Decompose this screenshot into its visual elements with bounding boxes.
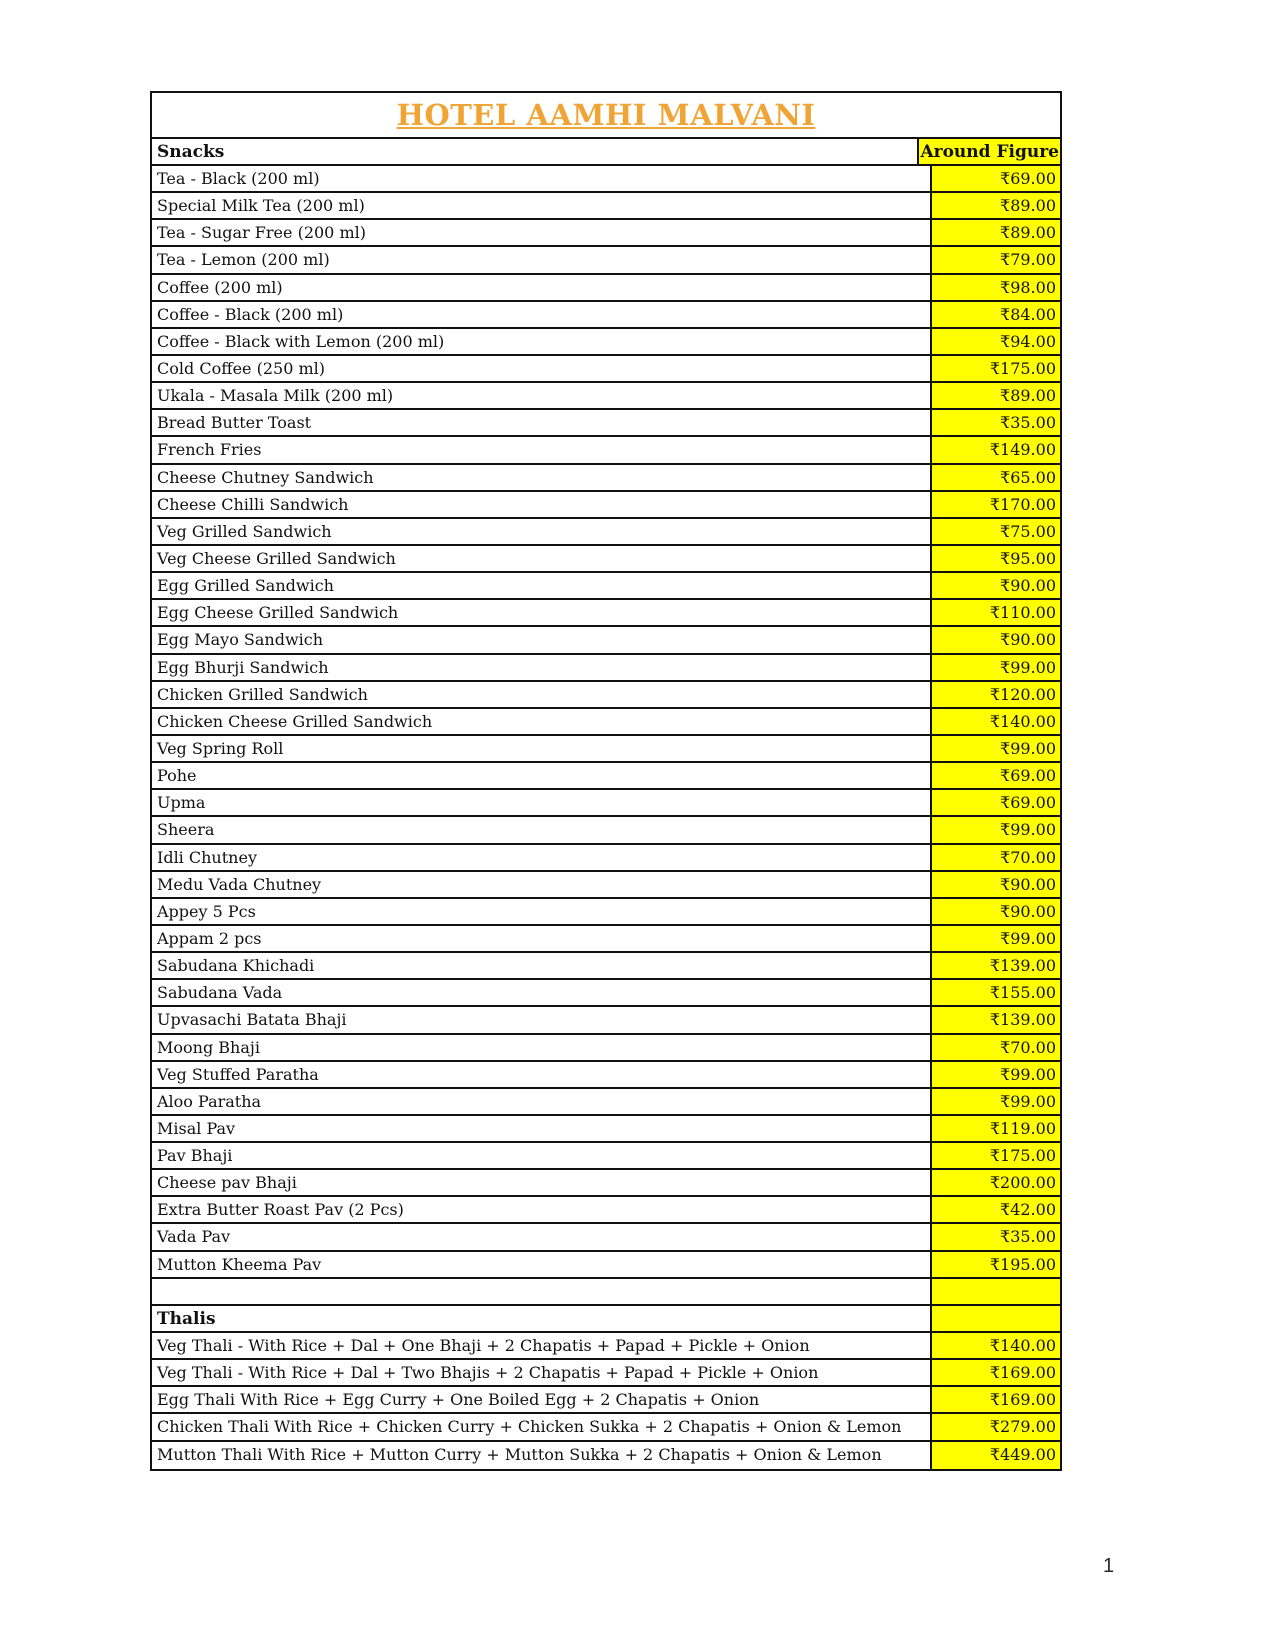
item-name: Chicken Grilled Sandwich	[152, 682, 932, 707]
item-price: ₹94.00	[932, 329, 1060, 354]
menu-row	[152, 1333, 1060, 1360]
item-name: Aloo Paratha	[152, 1089, 932, 1114]
menu-row	[152, 546, 1060, 573]
item-price: ₹449.00	[932, 1442, 1060, 1469]
item-price: ₹99.00	[932, 926, 1060, 951]
item-name: Cheese Chilli Sandwich	[152, 492, 932, 517]
menu-row	[152, 275, 1060, 302]
page-number: 1	[1103, 1555, 1115, 1577]
item-name: Cold Coffee (250 ml)	[152, 356, 932, 381]
menu-row	[152, 817, 1060, 844]
menu-row	[152, 519, 1060, 546]
item-name: Misal Pav	[152, 1116, 932, 1141]
item-name: Moong Bhaji	[152, 1035, 932, 1060]
item-name: Egg Mayo Sandwich	[152, 627, 932, 652]
item-price: ₹169.00	[932, 1387, 1060, 1412]
column-header-snacks: Snacks	[152, 139, 919, 164]
item-name: Egg Grilled Sandwich	[152, 573, 932, 598]
menu-row	[152, 1143, 1060, 1170]
item-name: Upvasachi Batata Bhaji	[152, 1007, 932, 1032]
item-name: Pohe	[152, 763, 932, 788]
menu-row	[152, 709, 1060, 736]
menu-row	[152, 845, 1060, 872]
item-price: ₹35.00	[932, 1224, 1060, 1249]
menu-row	[152, 1007, 1060, 1034]
item-price: ₹90.00	[932, 872, 1060, 897]
title-bar	[152, 93, 1060, 139]
item-price: ₹110.00	[932, 600, 1060, 625]
item-name: Chicken Thali With Rice + Chicken Curry + Chicken Sukka + 2 Chapatis + Onion & Lemon	[152, 1414, 932, 1439]
item-name: French Fries	[152, 437, 932, 462]
menu-row	[152, 736, 1060, 763]
item-price: ₹70.00	[932, 845, 1060, 870]
menu-row	[152, 655, 1060, 682]
item-price: ₹95.00	[932, 546, 1060, 571]
item-name: Appam 2 pcs	[152, 926, 932, 951]
menu-row	[152, 302, 1060, 329]
menu-row	[152, 247, 1060, 274]
item-price: ₹69.00	[932, 790, 1060, 815]
item-name: Sabudana Khichadi	[152, 953, 932, 978]
menu-row	[152, 1252, 1060, 1279]
item-name: Special Milk Tea (200 ml)	[152, 193, 932, 218]
menu-sheet	[150, 91, 1062, 1471]
item-name: Vada Pav	[152, 1224, 932, 1249]
menu-row	[152, 1279, 1060, 1306]
item-name: Egg Thali With Rice + Egg Curry + One Boiled Egg + 2 Chapatis + Onion	[152, 1387, 932, 1412]
menu-row	[152, 166, 1060, 193]
menu-row	[152, 763, 1060, 790]
item-name: Extra Butter Roast Pav (2 Pcs)	[152, 1197, 932, 1222]
hotel-title: HOTEL AAMHI MALVANI	[396, 98, 816, 132]
menu-row	[152, 356, 1060, 383]
item-price: ₹42.00	[932, 1197, 1060, 1222]
item-price: ₹279.00	[932, 1414, 1060, 1439]
item-price: ₹140.00	[932, 1333, 1060, 1358]
menu-row	[152, 1116, 1060, 1143]
item-price: ₹99.00	[932, 655, 1060, 680]
item-price: ₹89.00	[932, 220, 1060, 245]
item-price	[932, 1306, 1060, 1331]
item-name: Tea - Sugar Free (200 ml)	[152, 220, 932, 245]
item-price: ₹200.00	[932, 1170, 1060, 1195]
menu-row	[152, 1360, 1060, 1387]
menu-row	[152, 872, 1060, 899]
item-name: Tea - Lemon (200 ml)	[152, 247, 932, 272]
item-price: ₹149.00	[932, 437, 1060, 462]
item-name: Coffee - Black (200 ml)	[152, 302, 932, 327]
item-name: Veg Stuffed Paratha	[152, 1062, 932, 1087]
item-name: Sabudana Vada	[152, 980, 932, 1005]
item-price: ₹175.00	[932, 356, 1060, 381]
menu-row	[152, 193, 1060, 220]
item-price	[932, 1279, 1060, 1304]
table-header-row	[152, 139, 1060, 166]
menu-row	[152, 410, 1060, 437]
item-price: ₹65.00	[932, 465, 1060, 490]
menu-row	[152, 600, 1060, 627]
item-price: ₹90.00	[932, 573, 1060, 598]
item-name: Tea - Black (200 ml)	[152, 166, 932, 191]
item-price: ₹99.00	[932, 736, 1060, 761]
item-name: Coffee (200 ml)	[152, 275, 932, 300]
menu-row	[152, 1224, 1060, 1251]
menu-row	[152, 790, 1060, 817]
item-name: Cheese pav Bhaji	[152, 1170, 932, 1195]
item-name: Egg Bhurji Sandwich	[152, 655, 932, 680]
menu-row	[152, 492, 1060, 519]
item-name: Sheera	[152, 817, 932, 842]
item-name: Ukala - Masala Milk (200 ml)	[152, 383, 932, 408]
item-price: ₹119.00	[932, 1116, 1060, 1141]
item-price: ₹139.00	[932, 1007, 1060, 1032]
item-price: ₹35.00	[932, 410, 1060, 435]
menu-row	[152, 1170, 1060, 1197]
menu-row	[152, 953, 1060, 980]
item-name: Pav Bhaji	[152, 1143, 932, 1168]
item-name: Veg Spring Roll	[152, 736, 932, 761]
item-name: Bread Butter Toast	[152, 410, 932, 435]
item-price: ₹89.00	[932, 193, 1060, 218]
menu-rows	[152, 166, 1060, 1469]
menu-row	[152, 899, 1060, 926]
item-name: Thalis	[152, 1306, 932, 1331]
item-price: ₹99.00	[932, 1062, 1060, 1087]
menu-row	[152, 437, 1060, 464]
item-name: Mutton Thali With Rice + Mutton Curry + Mutton Sukka + 2 Chapatis + Onion & Lemon	[152, 1442, 932, 1469]
item-price: ₹84.00	[932, 302, 1060, 327]
item-price: ₹169.00	[932, 1360, 1060, 1385]
menu-row	[152, 682, 1060, 709]
item-price: ₹89.00	[932, 383, 1060, 408]
menu-row	[152, 1414, 1060, 1441]
menu-row	[152, 926, 1060, 953]
item-name: Coffee - Black with Lemon (200 ml)	[152, 329, 932, 354]
menu-row	[152, 1306, 1060, 1333]
item-name: Medu Vada Chutney	[152, 872, 932, 897]
item-name: Veg Thali - With Rice + Dal + One Bhaji + 2 Chapatis + Papad + Pickle + Onion	[152, 1333, 932, 1358]
item-name: Veg Thali - With Rice + Dal + Two Bhajis + 2 Chapatis + Papad + Pickle + Onion	[152, 1360, 932, 1385]
item-price: ₹120.00	[932, 682, 1060, 707]
menu-row	[152, 1387, 1060, 1414]
item-price: ₹98.00	[932, 275, 1060, 300]
menu-row	[152, 465, 1060, 492]
item-price: ₹90.00	[932, 899, 1060, 924]
item-name: Egg Cheese Grilled Sandwich	[152, 600, 932, 625]
item-price: ₹69.00	[932, 763, 1060, 788]
menu-row	[152, 220, 1060, 247]
menu-row	[152, 1062, 1060, 1089]
item-price: ₹70.00	[932, 1035, 1060, 1060]
item-name: Chicken Cheese Grilled Sandwich	[152, 709, 932, 734]
menu-row	[152, 329, 1060, 356]
item-price: ₹170.00	[932, 492, 1060, 517]
item-name: Idli Chutney	[152, 845, 932, 870]
menu-row	[152, 980, 1060, 1007]
menu-row	[152, 1197, 1060, 1224]
item-price: ₹140.00	[932, 709, 1060, 734]
item-price: ₹79.00	[932, 247, 1060, 272]
item-price: ₹90.00	[932, 627, 1060, 652]
item-name	[152, 1279, 932, 1304]
item-price: ₹99.00	[932, 1089, 1060, 1114]
column-header-around-figure: Around Figure	[919, 139, 1060, 164]
menu-row	[152, 383, 1060, 410]
item-price: ₹75.00	[932, 519, 1060, 544]
item-name: Upma	[152, 790, 932, 815]
item-name: Cheese Chutney Sandwich	[152, 465, 932, 490]
item-name: Veg Cheese Grilled Sandwich	[152, 546, 932, 571]
item-price: ₹139.00	[932, 953, 1060, 978]
item-price: ₹155.00	[932, 980, 1060, 1005]
menu-row	[152, 573, 1060, 600]
item-price: ₹195.00	[932, 1252, 1060, 1277]
menu-row	[152, 1089, 1060, 1116]
menu-row	[152, 627, 1060, 654]
item-name: Veg Grilled Sandwich	[152, 519, 932, 544]
menu-row	[152, 1442, 1060, 1469]
item-price: ₹175.00	[932, 1143, 1060, 1168]
item-price: ₹99.00	[932, 817, 1060, 842]
item-name: Appey 5 Pcs	[152, 899, 932, 924]
item-name: Mutton Kheema Pav	[152, 1252, 932, 1277]
menu-row	[152, 1035, 1060, 1062]
item-price: ₹69.00	[932, 166, 1060, 191]
